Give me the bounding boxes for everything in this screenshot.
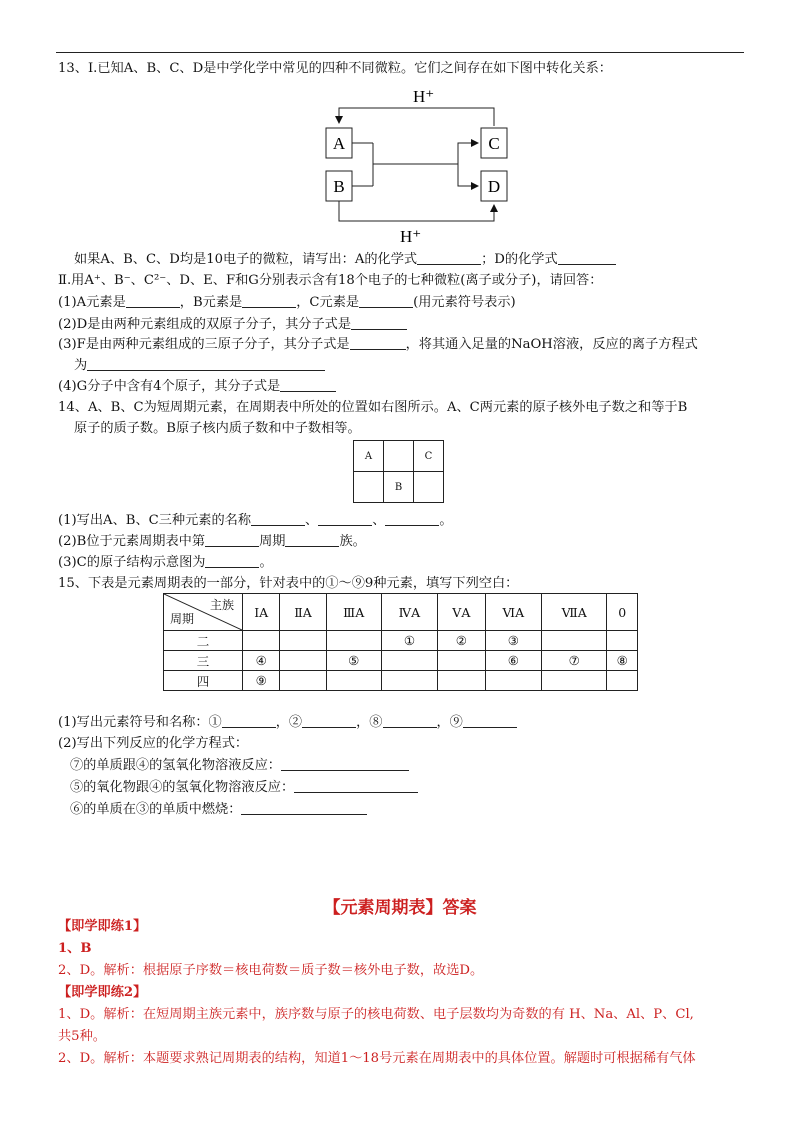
table-cell: ① [381, 631, 437, 651]
q13-sub2: (2)D是由两种元素组成的双原子分子，其分子式是 [58, 316, 407, 334]
q15-sub2: (2)写出下列反应的化学方程式： [58, 736, 249, 751]
q15-reaction-1: ⑦的单质跟④的氢氧化物溶液反应： [70, 757, 409, 775]
answer-blank-element-c[interactable] [359, 294, 413, 308]
bottom-hplus-label: H⁺ [400, 227, 422, 246]
answer-1-2: 2、D。解析：根据原子序数＝核电荷数＝质子数＝核外电子数，故选D。 [58, 963, 484, 978]
answer-blank-reaction-3[interactable] [241, 801, 367, 815]
answer-blank-d-molecule[interactable] [351, 316, 407, 330]
answer-blank-g-molecule[interactable] [280, 378, 336, 392]
table-row [164, 631, 638, 651]
header-group-label: 主族 [209, 598, 234, 612]
q13-part2-intro: Ⅱ.用A⁺、B⁻、C²⁻、D、E、F和G分别表示含有18个电子的七种微粒(离子或分子)，请回答： [58, 273, 603, 288]
top-rule [56, 52, 744, 53]
q14-line2: 原子的质子数。B原子核内质子数和中子数相等。 [74, 421, 361, 436]
table-cell: ④ [243, 651, 280, 671]
answer-blank-group[interactable] [285, 533, 339, 547]
answers-heading-2: 【即学即练2】 [58, 985, 147, 1000]
table-cell [607, 671, 638, 691]
table-cell [243, 631, 280, 651]
table-cell [438, 651, 486, 671]
answer-blank-name-b[interactable] [318, 512, 372, 526]
q13-sub4: (4)G分子中含有4个原子，其分子式是 [58, 378, 336, 396]
conversion-diagram [318, 78, 518, 248]
grid-cell-empty [354, 472, 384, 503]
table-cell: ⑨ [243, 671, 280, 691]
q15-sub1: (1)写出元素符号和名称：① ，② ，⑧ ，⑨ [58, 714, 517, 732]
group-header: ⅥA [485, 594, 541, 631]
answer-2-2: 2、D。解析：本题要求熟记周期表的结构，知道1～18号元素在周期表中的具体位置。解题时可根据稀有气体 [58, 1051, 696, 1066]
table-row [164, 651, 638, 671]
table-cell [280, 671, 326, 691]
group-header: ⅠA [243, 594, 280, 631]
grid-cell-c: C [414, 441, 444, 472]
table-cell: ③ [485, 631, 541, 651]
group-header: ⅡA [280, 594, 326, 631]
table-cell [381, 671, 437, 691]
table-cell [542, 631, 607, 651]
answer-blank-ionic-equation[interactable] [87, 357, 325, 371]
table-cell [280, 631, 326, 651]
answers-heading-1: 【即学即练1】 [58, 919, 147, 934]
group-header: ⅢA [326, 594, 381, 631]
box-c-label: C [488, 134, 500, 153]
answer-blank-element-9[interactable] [463, 714, 517, 728]
table-cell [438, 671, 486, 691]
table-row [164, 671, 638, 691]
q13-sub1: (1)A元素是 ，B元素是 ，C元素是 (用元素符号表示) [58, 295, 516, 310]
table-cell [485, 671, 541, 691]
q14-sub3: (3)C的原子结构示意图为 。 [58, 555, 273, 570]
period-label: 二 [164, 631, 243, 651]
q13-sub3: (3)F是由两种元素组成的三原子分子，其分子式是 ，将其通入足量的NaOH溶液，反应的离子方程式 [58, 337, 698, 352]
answer-1-1: 1、B [58, 941, 92, 956]
q15-reaction-3: ⑥的单质在③的单质中燃烧： [70, 801, 367, 819]
answer-blank-element-b[interactable] [242, 294, 296, 308]
group-header: ⅣA [381, 594, 437, 631]
q14-line1: 14、A、B、C为短周期元素，在周期表中所处的位置如右图所示。A、C两元素的原子核外电子数之和等于B [58, 400, 688, 415]
answer-blank-element-1[interactable] [222, 714, 276, 728]
q15-reaction-2: ⑤的氧化物跟④的氢氧化物溶液反应： [70, 779, 418, 797]
answers-title: 【元素周期表】答案 [323, 898, 477, 918]
group-header: ⅦA [542, 594, 607, 631]
table-cell: ⑥ [485, 651, 541, 671]
q15-intro: 15、下表是元素周期表的一部分，针对表中的①～⑨9种元素，填写下列空白： [58, 576, 519, 591]
answer-2-1: 1、D。解析：在短周期主族元素中，族序数与原子的核电荷数、电子层数均为奇数的有 H、Na、Al、P、Cl, [58, 1007, 694, 1022]
period-label: 三 [164, 651, 243, 671]
table-cell: ⑤ [326, 651, 381, 671]
answer-blank-reaction-2[interactable] [294, 779, 418, 793]
grid-cell-empty [384, 441, 414, 472]
top-hplus-label: H⁺ [413, 87, 435, 106]
answer-blank-f-molecule[interactable] [350, 336, 406, 350]
q14-sub1: (1)写出A、B、C三种元素的名称 、 、 。 [58, 513, 453, 528]
q13-sub3-equation: 为 [74, 357, 325, 375]
position-grid [353, 440, 444, 503]
table-cell [607, 631, 638, 651]
answer-2-1-continued: 共5种。 [58, 1029, 106, 1044]
group-header: ⅤA [438, 594, 486, 631]
table-cell [542, 671, 607, 691]
answer-blank-element-2[interactable] [302, 714, 356, 728]
table-cell [326, 631, 381, 651]
box-a-label: A [332, 134, 346, 153]
table-cell [326, 671, 381, 691]
header-period-label: 周期 [170, 612, 195, 626]
table-cell [280, 651, 326, 671]
periodic-table-excerpt [163, 593, 638, 691]
answer-blank-name-c[interactable] [385, 512, 439, 526]
answer-blank-a-formula[interactable] [417, 251, 481, 265]
answer-blank-element-8[interactable] [383, 714, 437, 728]
period-label: 四 [164, 671, 243, 691]
answer-blank-structure[interactable] [205, 554, 259, 568]
answer-blank-name-a[interactable] [251, 512, 305, 526]
box-d-label: D [487, 177, 501, 196]
table-cell: ② [438, 631, 486, 651]
table-cell: ⑧ [607, 651, 638, 671]
table-cell: ⑦ [542, 651, 607, 671]
q13-intro: 13、Ⅰ.已知A、B、C、D是中学化学中常见的四种不同微粒。它们之间存在如下图中转化关系： [58, 61, 612, 76]
table-cell [381, 651, 437, 671]
grid-cell-empty [414, 472, 444, 503]
group-header: 0 [607, 594, 638, 631]
q13-part1: 如果A、B、C、D均是10电子的微粒，请写出：A的化学式 ；D的化学式 [74, 251, 616, 269]
q14-sub2: (2)B位于元素周期表中第 周期 族。 [58, 534, 366, 549]
answer-blank-d-formula[interactable] [558, 251, 616, 265]
grid-cell-b: B [384, 472, 414, 503]
answer-blank-element-a[interactable] [126, 294, 180, 308]
answer-blank-reaction-1[interactable] [281, 757, 409, 771]
box-b-label: B [333, 177, 345, 196]
corner-header-cell [164, 594, 243, 631]
grid-cell-a: A [354, 441, 384, 472]
answer-blank-period[interactable] [205, 533, 259, 547]
